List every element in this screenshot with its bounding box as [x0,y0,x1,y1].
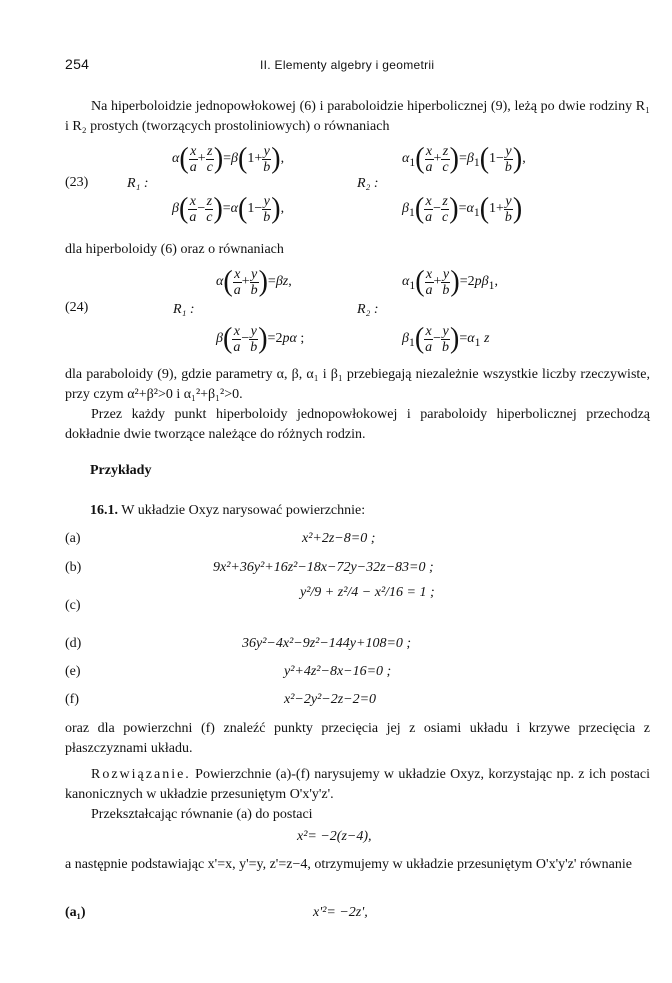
eq23-r2: R₂ : [357,176,379,191]
item-f-label: (f) [65,692,79,707]
item-c-label: (c) [65,598,81,613]
eq-a1-label: (a₁) [65,905,86,920]
eq23-r1-line2: β( $\frac{x}{a}$ − $\frac{z}{c}$ )=α(1− $\frac{y}{b}$ ), [172,192,285,225]
item-e-equation: y²+4z²−8x−16=0 ; [284,664,392,679]
eq24-label: (24) [65,300,89,315]
solution-then: a następnie podstawiając x'=x, y'=y, z'=z−4, otrzymujemy w układzie przesuniętym O'x'y'z' równanie [65,857,632,872]
section-title: Przykłady [90,463,152,478]
example-number: 16.1. [90,503,118,518]
paragraph-parameters: dla paraboloidy (9), gdzie parametry α, β, α₁ i β₁ przebiegają niezależnie wszystkie liczby rzeczywiste, przy czym α²+β²>0 i α₁²+β₁²>0. [65,367,650,402]
eq24-r1-line1: α( $\frac{x}{a}$ + $\frac{y}{b}$ )=βz, [216,265,292,298]
example-after-text: oraz dla powierzchni (f) znaleźć punkty przecięcia jej z osiami układu i krzywe przecięcia z płaszczyznami układu. [65,721,650,756]
eq24-r2-line1: $\alpha_1$( $\frac{x}{a}$ + $\frac{y}{b}$ )$=2p\beta_1$, [402,265,498,298]
item-e-label: (e) [65,664,81,679]
item-d-equation: 36y²−4x²−9z²−144y+108=0 ; [242,636,412,651]
item-a-label: (a) [65,531,81,546]
eq-a1: x'²= −2z', [313,905,368,920]
eq23-r1-line1: α( $\frac{x}{a}$ + $\frac{z}{c}$ )=β(1+ $\frac{y}{b}$ ), [172,142,285,175]
running-title: II. Elementy algebry i geometrii [260,58,435,72]
item-f-equation: x²−2y²−2z−2=0 [284,692,377,707]
eq23-label: (23) [65,175,89,190]
mid-text: dla hiperboloidy (6) oraz o równaniach [65,242,284,257]
intro-paragraph: Na hiperboloidzie jednopowłokowej (6) i paraboloidzie hiperbolicznej (9), leżą po dwie rodziny R₁ i R₂ prostych (tworzących prostoliniowych) o równaniach [65,99,650,134]
item-c-equation: y²/9 + z²/4 − x²/16 = 1 ; [300,585,435,600]
eq23-r2-line1: $\alpha_1$( $\frac{x}{a}$ + $\frac{z}{c}$ )$=\beta_1(1-$ $\frac{y}{b}$ ), [402,142,526,175]
eq24-r2: R₂ : [357,302,379,317]
solution-paragraph [65,765,650,805]
item-a-equation: x²+2z−8=0 ; [302,531,376,546]
item-b-equation: 9x²+36y²+16z²−18x−72y−32z−83=0 ; [213,560,434,575]
example-heading [90,503,365,519]
solution-text: Powierzchnie (a)-(f) narysujemy w układzie Oxyz, korzystając np. z ich postaci kanonicznych w układzie przesuniętym O'x'y'z'. [65,767,650,802]
page-number: 254 [65,56,90,72]
paragraph-through-point: Przez każdy punkt hiperboloidy jednopowłokowej i paraboloidy hiperbolicznej przechodzą dokładnie dwie tworzące należące do różnych rodzin. [65,407,650,442]
eq24-r2-line2: $\beta_1$( $\frac{x}{a}$ − $\frac{y}{b}$ )$=\alpha_1$ z [402,322,490,355]
solution-eq1: x²= −2(z−4), [297,829,372,844]
item-b-label: (b) [65,560,82,575]
example-text: W układzie Oxyz narysować powierzchnie: [121,503,366,518]
eq24-r1: R₁ : [173,302,195,317]
eq24-r1-line2: β( $\frac{x}{a}$ − $\frac{y}{b}$ )=2pα ; [216,322,305,355]
item-d-label: (d) [65,636,82,651]
solution-heading: Rozwiązanie. [91,767,191,782]
solution-transform: Przekształcając równanie (a) do postaci [91,807,313,822]
eq23-r1: R₁ : [127,176,149,191]
eq23-r2-line2: $\beta_1$( $\frac{x}{a}$ − $\frac{z}{c}$ )$=\alpha_1(1+$ $\frac{y}{b}$ ) [402,192,523,225]
